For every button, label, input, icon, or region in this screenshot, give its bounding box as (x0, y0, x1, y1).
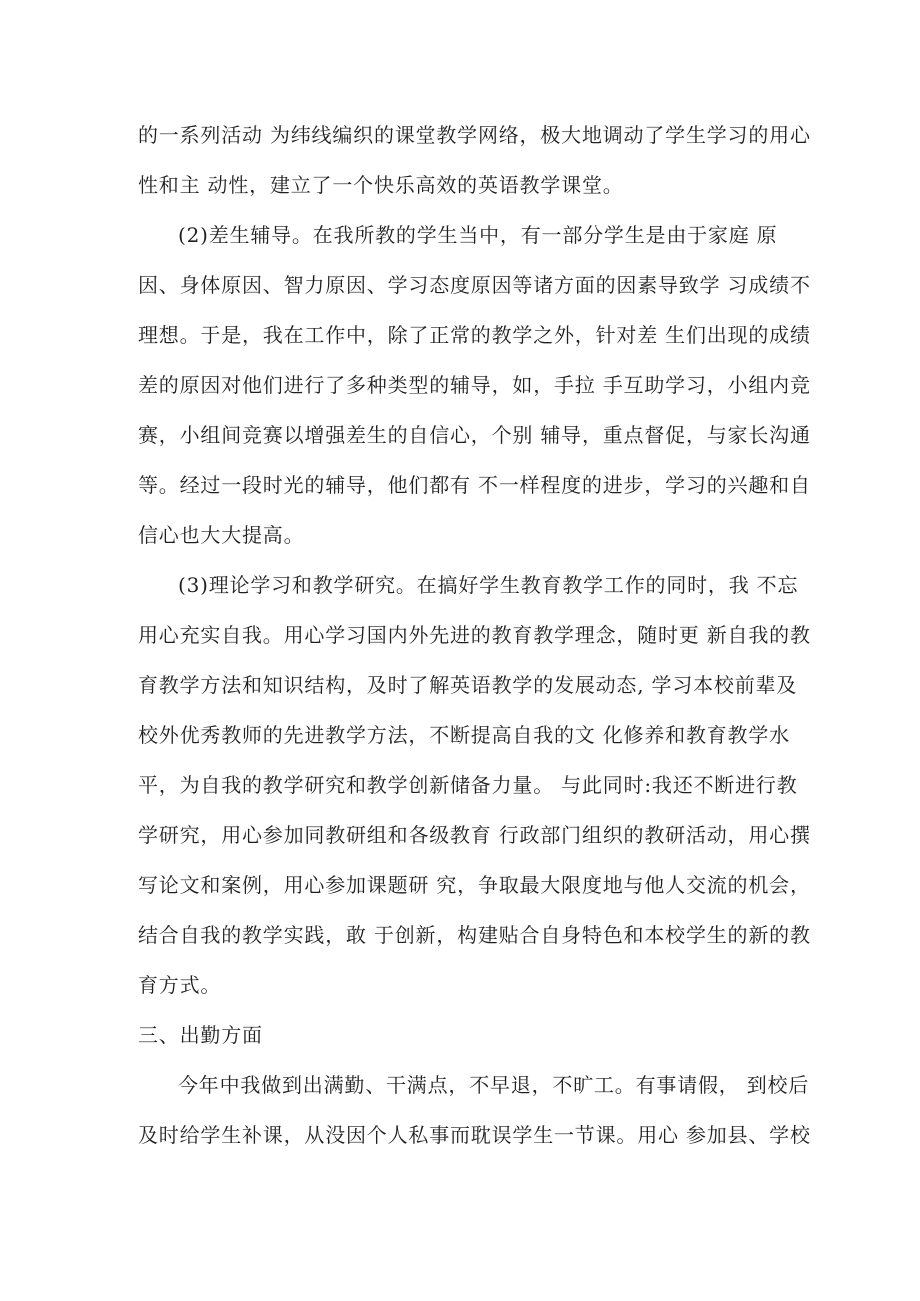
text-line: 用心充实自我。用心学习国内外先进的教育教学理念，随时更 新自我的教 (138, 623, 811, 647)
text-line: 信心也大大提高。 (138, 523, 305, 547)
section-heading: 三、出勤方面 (138, 1023, 263, 1047)
text-line: 校外优秀教师的先进教学方法，不断提高自我的文 化修养和教育教学水 (138, 723, 790, 747)
paragraph-heading-3: (3)理论学习和教学研究。在搞好学生教育教学工作的同时，我 不忘 (178, 573, 799, 597)
text-line: 及时给学生补课，从没因个人私事而耽误学生一节课。用心 参加县、学校 (138, 1123, 811, 1147)
text-line: 等。经过一段时光的辅导，他们都有 不一样程度的进步，学习的兴趣和自 (138, 473, 811, 497)
text-line: 今年中我做到出满勤、干满点，不早退，不旷工。有事请假， 到校后 (178, 1073, 810, 1097)
text-line: 差的原因对他们进行了多种类型的辅导，如，手拉 手互助学习，小组内竞 (138, 373, 811, 397)
text-line: 写论文和案例，用心参加课题研 究，争取最大限度地与他人交流的机会， (138, 873, 811, 897)
text-line: 结合自我的教学实践，敢 于创新，构建贴合自身特色和本校学生的新的教 (138, 923, 811, 947)
text-line: 理想。于是，我在工作中，除了正常的教学之外，针对差 生们出现的成绩 (138, 323, 811, 347)
text-line: 因、身体原因、智力原因、学习态度原因等诸方面的因素导致学 习成绩不 (138, 273, 811, 297)
text-line: 的一系列活动 为纬线编织的课堂教学网络，极大地调动了学生学习的用心 (138, 123, 811, 147)
text-line: 育教学方法和知识结构，及时了解英语教学的发展动态, 学习本校前辈及 (138, 673, 798, 697)
text-line: 平，为自我的教学研究和教学创新储备力量。 与此同时:我还不断进行教 (138, 773, 798, 797)
text-line: 性和主 动性，建立了一个快乐高效的英语教学课堂。 (138, 173, 624, 197)
text-line: 学研究，用心参加同教研组和各级教育 行政部门组织的教研活动，用心撰 (138, 823, 811, 847)
paragraph-heading-2: (2)差生辅导。在我所教的学生当中，有一部分学生是由于家庭 原 (178, 223, 778, 247)
text-line: 育方式。 (138, 973, 222, 997)
text-line: 赛，小组间竞赛以增强差生的自信心，个别 辅导，重点督促，与家长沟通 (138, 423, 811, 447)
